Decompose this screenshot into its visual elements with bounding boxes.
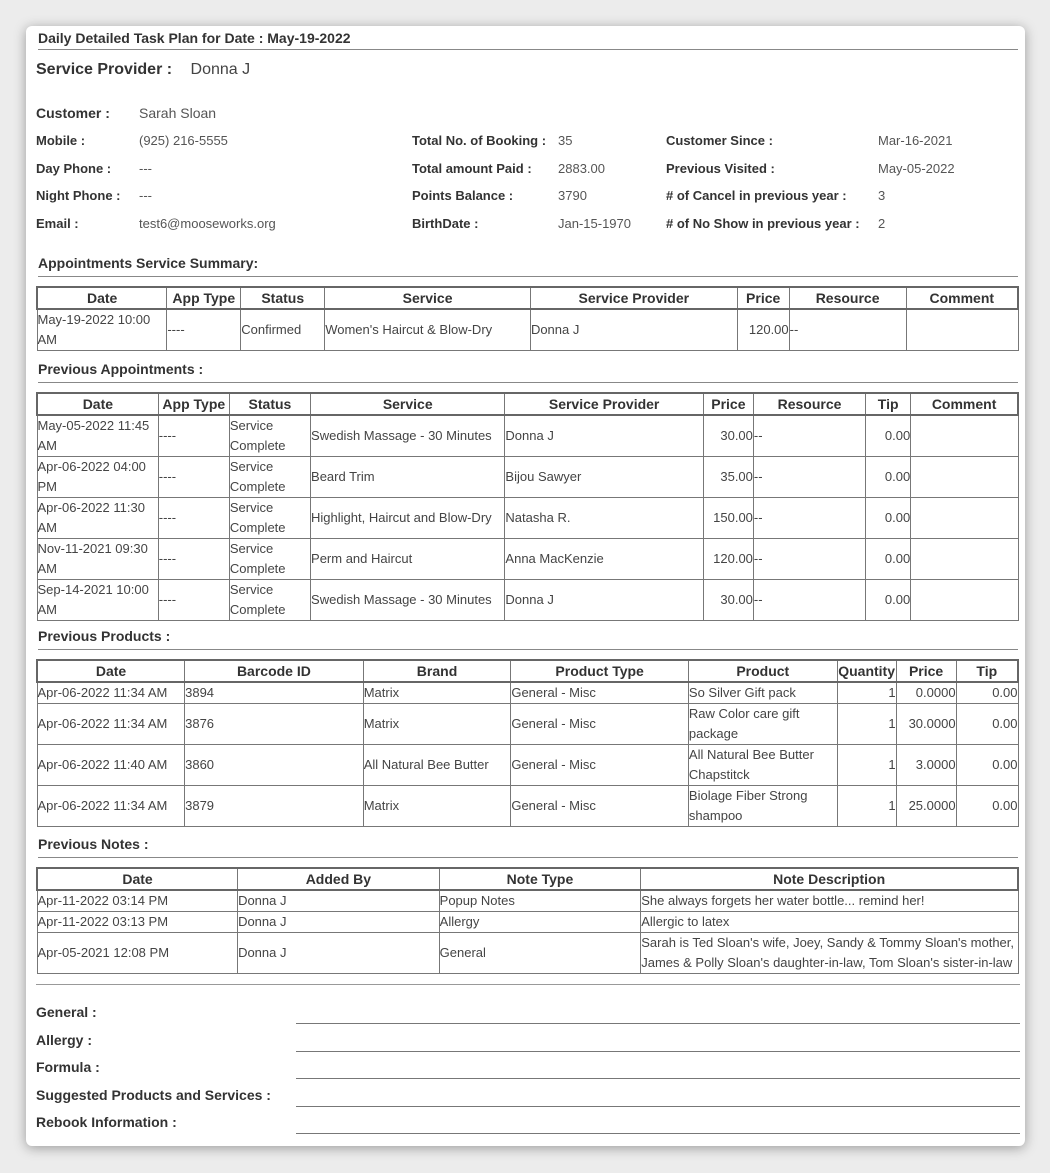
col-tip: Tip [866, 393, 911, 415]
cell-resource: -- [753, 415, 865, 457]
col-added-by: Added By [238, 868, 440, 890]
cell-brand: All Natural Bee Butter [363, 745, 511, 786]
notes-divider [36, 984, 1020, 985]
table-row [37, 580, 1018, 621]
general-field [36, 1004, 1020, 1020]
col-price: Price [737, 287, 789, 309]
night-phone-label: Night Phone : [36, 188, 121, 203]
cell-resource: -- [753, 539, 865, 580]
cell-product: Raw Color care gift package [688, 704, 837, 745]
col-price: Price [896, 660, 956, 682]
cell-status: Service Complete [229, 415, 310, 457]
cell-tip: 0.00 [956, 786, 1018, 827]
cell-service: Women's Haircut & Blow-Dry [325, 309, 531, 351]
bookings-value: 35 [558, 133, 573, 148]
cell-price: 3.0000 [896, 745, 956, 786]
cell-quantity: 1 [837, 745, 896, 786]
cell-resource: -- [753, 498, 865, 539]
noshow-count-row [666, 216, 885, 231]
table-row [37, 704, 1018, 745]
cell-app-type: ---- [158, 415, 229, 457]
noshow-count-label: # of No Show in previous year : [666, 216, 860, 231]
allergy-label: Allergy : [36, 1032, 93, 1048]
cell-tip: 0.00 [866, 539, 911, 580]
cell-quantity: 1 [837, 682, 896, 704]
cell-app-type: ---- [158, 539, 229, 580]
cell-comment [911, 539, 1018, 580]
col-note-description: Note Description [641, 868, 1018, 890]
table-row [37, 933, 1018, 974]
cell-note-type: Popup Notes [439, 890, 641, 912]
cell-service: Highlight, Haircut and Blow-Dry [311, 498, 505, 539]
cell-product: Biolage Fiber Strong shampoo [688, 786, 837, 827]
cell-product: So Silver Gift pack [688, 682, 837, 704]
rebook-line [296, 1133, 1020, 1134]
col-product: Product [688, 660, 837, 682]
formula-line [296, 1078, 1020, 1079]
cell-note-description: She always forgets her water bottle... remind her! [641, 890, 1018, 912]
col-product-type: Product Type [511, 660, 689, 682]
col-comment: Comment [911, 393, 1018, 415]
mobile-label: Mobile : [36, 133, 86, 148]
cell-comment [911, 415, 1018, 457]
birthdate-value: Jan-15-1970 [558, 216, 631, 231]
previous-products-title: Previous Products : [38, 628, 1018, 650]
table-row [37, 682, 1018, 704]
cell-date: May-05-2022 11:45 AM [37, 415, 158, 457]
rebook-field [36, 1114, 1020, 1130]
cell-comment [911, 498, 1018, 539]
birthdate-label: BirthDate : [412, 216, 479, 231]
general-line [296, 1023, 1020, 1024]
cell-tip: 0.00 [956, 745, 1018, 786]
cell-product-type: General - Misc [511, 704, 689, 745]
cell-quantity: 1 [837, 786, 896, 827]
day-phone-value: --- [139, 161, 152, 176]
col-service-provider: Service Provider [530, 287, 737, 309]
cell-app-type: ---- [158, 580, 229, 621]
night-phone-row [36, 188, 152, 203]
cell-price: 30.00 [703, 580, 753, 621]
paid-value: 2883.00 [558, 161, 605, 176]
cell-note-type: General [439, 933, 641, 974]
customer-since-row [666, 133, 952, 148]
customer-name-row [36, 105, 216, 121]
previous-appointments-header-row [37, 393, 1018, 415]
cell-date: Apr-06-2022 04:00 PM [37, 457, 158, 498]
cell-added-by: Donna J [238, 912, 440, 933]
cell-price: 30.00 [703, 415, 753, 457]
col-quantity: Quantity [837, 660, 896, 682]
col-date: Date [37, 868, 238, 890]
cell-date: Sep-14-2021 10:00 AM [37, 580, 158, 621]
cell-tip: 0.00 [866, 580, 911, 621]
table-row [37, 539, 1018, 580]
col-resource: Resource [789, 287, 906, 309]
day-phone-label: Day Phone : [36, 161, 112, 176]
cell-product-type: General - Misc [511, 786, 689, 827]
col-status: Status [241, 287, 325, 309]
service-provider-value: Donna J [190, 61, 251, 78]
summary-table [36, 286, 1019, 351]
previous-visited-row [666, 161, 955, 176]
previous-products-table [36, 659, 1019, 827]
cell-service: Swedish Massage - 30 Minutes [311, 415, 505, 457]
cell-brand: Matrix [363, 682, 511, 704]
cell-app-type: ---- [167, 309, 241, 351]
cell-price: 30.0000 [896, 704, 956, 745]
col-date: Date [37, 660, 185, 682]
birthdate-row [412, 216, 631, 231]
col-app-type: App Type [167, 287, 241, 309]
col-date: Date [37, 393, 158, 415]
night-phone-value: --- [139, 188, 152, 203]
service-provider [36, 61, 250, 79]
cell-price: 0.0000 [896, 682, 956, 704]
email-row [36, 216, 276, 231]
cell-date: Apr-11-2022 03:14 PM [37, 890, 238, 912]
points-row [412, 188, 587, 203]
cell-date: Apr-06-2022 11:40 AM [37, 745, 185, 786]
allergy-line [296, 1051, 1020, 1052]
previous-notes-title: Previous Notes : [38, 836, 1018, 858]
col-date: Date [37, 287, 167, 309]
cell-service: Perm and Haircut [311, 539, 505, 580]
cell-note-type: Allergy [439, 912, 641, 933]
page-title: Daily Detailed Task Plan for Date : May-19-2022 [38, 28, 1018, 50]
cell-brand: Matrix [363, 704, 511, 745]
table-row [37, 890, 1018, 912]
cell-product-type: General - Misc [511, 745, 689, 786]
cell-price: 150.00 [703, 498, 753, 539]
cell-date: Apr-06-2022 11:30 AM [37, 498, 158, 539]
cell-service: Swedish Massage - 30 Minutes [311, 580, 505, 621]
cell-comment [911, 457, 1018, 498]
table-row [37, 786, 1018, 827]
cell-note-description: Allergic to latex [641, 912, 1018, 933]
col-brand: Brand [363, 660, 511, 682]
cell-tip: 0.00 [866, 415, 911, 457]
col-barcode: Barcode ID [185, 660, 364, 682]
mobile-row [36, 133, 228, 148]
table-row [37, 309, 1018, 351]
task-plan-page [26, 26, 1025, 1146]
table-row [37, 912, 1018, 933]
customer-since-label: Customer Since : [666, 133, 773, 148]
previous-notes-header-row [37, 868, 1018, 890]
points-label: Points Balance : [412, 188, 514, 203]
paid-row [412, 161, 605, 176]
formula-label: Formula : [36, 1059, 100, 1075]
customer-since-value: Mar-16-2021 [878, 133, 953, 148]
col-service-provider: Service Provider [505, 393, 703, 415]
table-row [37, 457, 1018, 498]
cell-barcode: 3876 [185, 704, 364, 745]
cell-added-by: Donna J [238, 890, 440, 912]
paid-label: Total amount Paid : [412, 161, 532, 176]
cell-added-by: Donna J [238, 933, 440, 974]
cell-tip: 0.00 [866, 498, 911, 539]
suggested-line [296, 1106, 1020, 1107]
col-tip: Tip [956, 660, 1018, 682]
cell-quantity: 1 [837, 704, 896, 745]
cell-price: 120.00 [737, 309, 789, 351]
cell-tip: 0.00 [866, 457, 911, 498]
cell-barcode: 3879 [185, 786, 364, 827]
col-service: Service [311, 393, 505, 415]
cell-date: Apr-11-2022 03:13 PM [37, 912, 238, 933]
cell-service: Beard Trim [311, 457, 505, 498]
cell-provider: Anna MacKenzie [505, 539, 703, 580]
allergy-field [36, 1032, 1020, 1048]
summary-title: Appointments Service Summary: [38, 255, 1018, 277]
cell-price: 120.00 [703, 539, 753, 580]
cell-date: Apr-06-2022 11:34 AM [37, 704, 185, 745]
cell-date: Apr-06-2022 11:34 AM [37, 682, 185, 704]
customer-label: Customer : [36, 105, 110, 121]
cell-provider: Natasha R. [505, 498, 703, 539]
cell-brand: Matrix [363, 786, 511, 827]
points-value: 3790 [558, 188, 587, 203]
previous-notes-table [36, 867, 1019, 974]
col-app-type: App Type [158, 393, 229, 415]
cell-comment [906, 309, 1018, 351]
cell-product: All Natural Bee Butter Chapstitck [688, 745, 837, 786]
cell-provider: Donna J [505, 580, 703, 621]
previous-visited-label: Previous Visited : [666, 161, 775, 176]
cell-status: Service Complete [229, 539, 310, 580]
summary-header-row [37, 287, 1018, 309]
col-price: Price [703, 393, 753, 415]
email-label: Email : [36, 216, 79, 231]
cancel-count-row [666, 188, 885, 203]
cell-price: 25.0000 [896, 786, 956, 827]
cell-provider: Bijou Sawyer [505, 457, 703, 498]
col-service: Service [325, 287, 531, 309]
cell-comment [911, 580, 1018, 621]
cell-date: Apr-05-2021 12:08 PM [37, 933, 238, 974]
customer-name: Sarah Sloan [139, 105, 217, 121]
mobile-value: (925) 216-5555 [139, 133, 228, 148]
cell-resource: -- [753, 580, 865, 621]
general-label: General : [36, 1004, 97, 1020]
table-row [37, 498, 1018, 539]
previous-appointments-title: Previous Appointments : [38, 361, 1018, 383]
bookings-label: Total No. of Booking : [412, 133, 547, 148]
cell-app-type: ---- [158, 457, 229, 498]
previous-visited-value: May-05-2022 [878, 161, 955, 176]
cell-price: 35.00 [703, 457, 753, 498]
cell-date: May-19-2022 10:00 AM [37, 309, 167, 351]
cell-barcode: 3860 [185, 745, 364, 786]
cancel-count-label: # of Cancel in previous year : [666, 188, 847, 203]
day-phone-row [36, 161, 152, 176]
suggested-field [36, 1087, 1020, 1103]
cell-provider: Donna J [530, 309, 737, 351]
col-note-type: Note Type [439, 868, 641, 890]
cell-barcode: 3894 [185, 682, 364, 704]
noshow-count-value: 2 [878, 216, 886, 231]
email-value: test6@mooseworks.org [139, 216, 276, 231]
cell-resource: -- [753, 457, 865, 498]
previous-appointments-table [36, 392, 1019, 621]
table-row [37, 415, 1018, 457]
cell-status: Service Complete [229, 498, 310, 539]
formula-field [36, 1059, 1020, 1075]
col-resource: Resource [753, 393, 865, 415]
col-comment: Comment [906, 287, 1018, 309]
cell-status: Service Complete [229, 580, 310, 621]
service-provider-label: Service Provider : [36, 61, 173, 78]
bookings-row [412, 133, 572, 148]
cell-date: Apr-06-2022 11:34 AM [37, 786, 185, 827]
cell-status: Service Complete [229, 457, 310, 498]
suggested-label: Suggested Products and Services : [36, 1087, 271, 1103]
col-status: Status [229, 393, 310, 415]
cell-product-type: General - Misc [511, 682, 689, 704]
cell-status: Confirmed [241, 309, 325, 351]
cell-note-description: Sarah is Ted Sloan's wife, Joey, Sandy & Tommy Sloan's mother, James & Polly Sloan's daughter-in-law, Tom Sloan's sister-in-law [641, 933, 1018, 974]
cell-tip: 0.00 [956, 704, 1018, 745]
cell-tip: 0.00 [956, 682, 1018, 704]
cell-app-type: ---- [158, 498, 229, 539]
cell-resource: -- [789, 309, 906, 351]
cell-date: Nov-11-2021 09:30 AM [37, 539, 158, 580]
previous-products-header-row [37, 660, 1018, 682]
cancel-count-value: 3 [878, 188, 886, 203]
table-row [37, 745, 1018, 786]
cell-provider: Donna J [505, 415, 703, 457]
rebook-label: Rebook Information : [36, 1114, 177, 1130]
